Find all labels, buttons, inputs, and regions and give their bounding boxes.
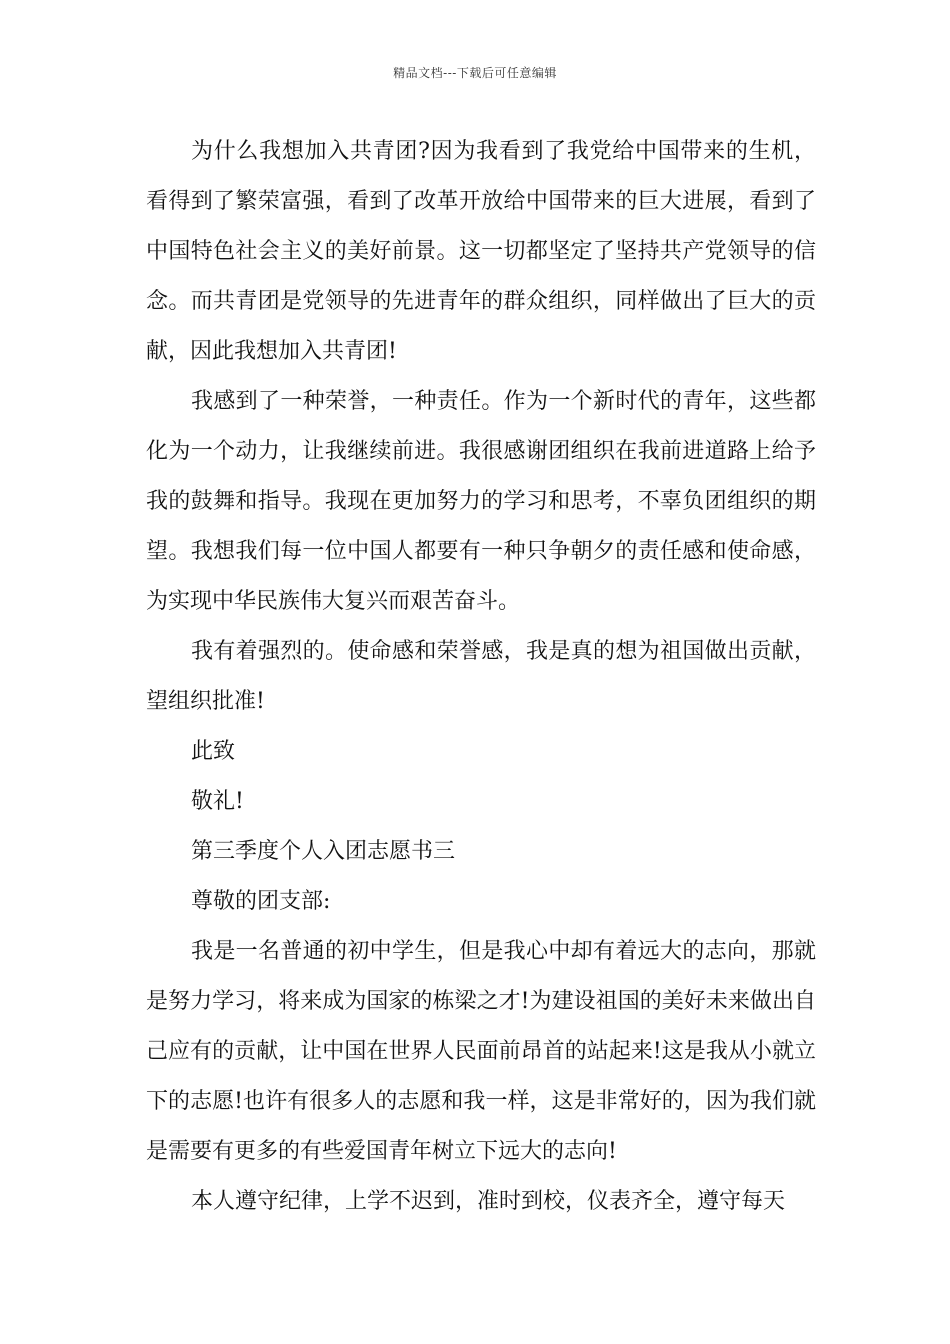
paragraph-discipline: 本人遵守纪律，上学不迟到，准时到校，仪表齐全，遵守每天 bbox=[191, 1189, 786, 1214]
paragraph-request-approval: 我有着强烈的。使命感和荣誉感，我是真的想为祖国做出贡献，望组织批准! bbox=[146, 639, 816, 714]
paragraph-honor-responsibility: 我感到了一种荣誉，一种责任。作为一个新时代的青年，这些都化为一个动力，让我继续前进。我很感谢团组织在我前进道路上给予我的鼓舞和指导。我现在更加努力的学习和思考，不辜负团组织的期望。我想我们每一位中国人都要有一种只争朝夕的责任感和使命感，为实现中华民族伟大复兴而艰苦奋斗。 bbox=[146, 389, 816, 614]
paragraph-why-join: 为什么我想加入共青团?因为我看到了我党给中国带来的生机，看得到了繁荣富强，看到了改革开放给中国带来的巨大进展，看到了中国特色社会主义的美好前景。这一切都坚定了坚持共产党领导的信念。而共青团是党领导的先进青年的群众组织，同样做出了巨大的贡献，因此我想加入共青团! bbox=[146, 139, 816, 364]
letter-greeting: 尊敬的团支部: bbox=[191, 889, 331, 914]
document-body bbox=[146, 127, 816, 1227]
page-header: 精品文档---下载后可任意编辑 bbox=[393, 66, 557, 80]
paragraph-ambition: 我是一名普通的初中学生，但是我心中却有着远大的志向，那就是努力学习，将来成为国家的栋梁之才!为建设祖国的美好未来做出自己应有的贡献，让中国在世界人民面前昂首的站起来!这是我从小就立下的志愿!也许有很多人的志愿和我一样，这是非常好的，因为我们就是需要有更多的有些爱国青年树立下远大的志向! bbox=[146, 939, 816, 1164]
section-title: 第三季度个人入团志愿书三 bbox=[191, 839, 456, 864]
closing-salutation: 此致 bbox=[191, 739, 236, 764]
closing-regards: 敬礼! bbox=[191, 789, 244, 814]
